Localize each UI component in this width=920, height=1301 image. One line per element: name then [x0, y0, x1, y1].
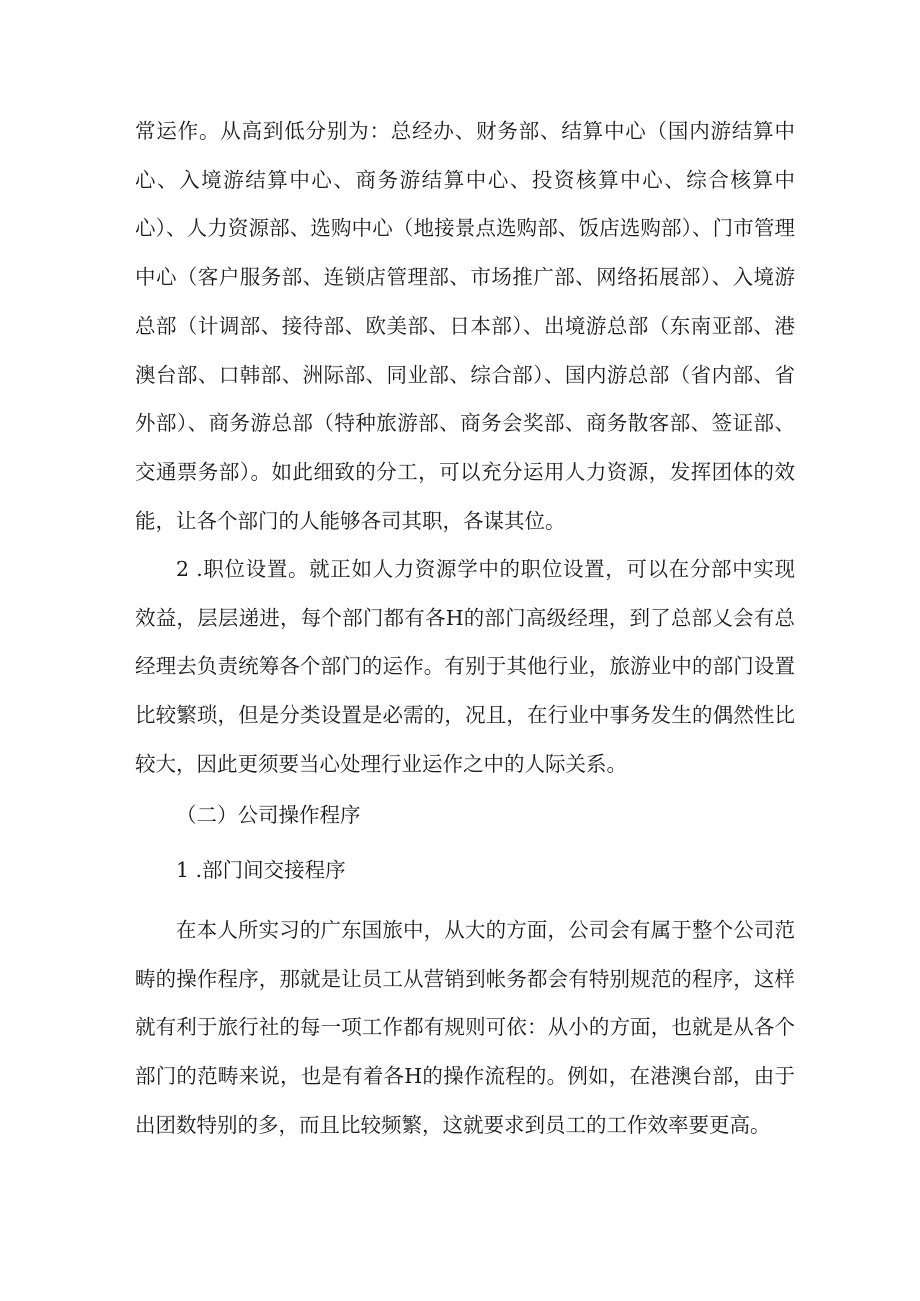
paragraph-position-setup: 2 .职位设置。就正如人力资源学中的职位设置，可以在分部中实现效益，层层递进，每个部门都有各H的部门高级经理，到了总部乂会有总经理去负责统筹各个部门的运作。有别于其他行业，旅游业中的部门设置比较繁琐，但是分类设置是必需的，况且，在行业中事务发生的偶然性比较大，因此更须要当心处理行业运作之中的人际关系。	[135, 557, 795, 776]
section-heading-operation-procedure: （二）公司操作程序	[176, 803, 361, 827]
paragraph-handover-details: 在本人所实习的广东国旅中，从大的方面，公司会有属于整个公司范畴的操作程序，那就是让员工从营销到帐务都会有特别规范的程序，这样就有利于旅行社的每一项工作都有规则可依：从小的方面，也就是从各个部门的范畴来说，也是有着各H的操作流程的。例如，在港澳台部，由于出团数特别的多，而且比较频繁，这就要求到员工的工作效率要更高。	[135, 918, 795, 1137]
subheading-handover-procedure: 1 .部门间交接程序	[176, 858, 346, 882]
paragraph-department-list: 常运作。从高到低分别为：总经办、财务部、结算中心（国内游结算中心、入境游结算中心、商务游结算中心、投资核算中心、综合核算中心）、人力资源部、选购中心（地接景点选购部、饭店选购部）、门市管理中心（客户服务部、连锁店管理部、市场推广部、网络拓展部）、入境游总部（计调部、接待部、欧美部、日本部）、出境游总部（东南亚部、港澳台部、口韩部、洲际部、同业部、综合部）、国内游总部（省内部、省外部）、商务游总部（特种旅游部、商务会奖部、商务散客部、签证部、交通票务部）。如此细致的分工，可以充分运用人力资源，发挥团体的效能，让各个部门的人能够各司其职，各谋其位。	[135, 119, 795, 533]
